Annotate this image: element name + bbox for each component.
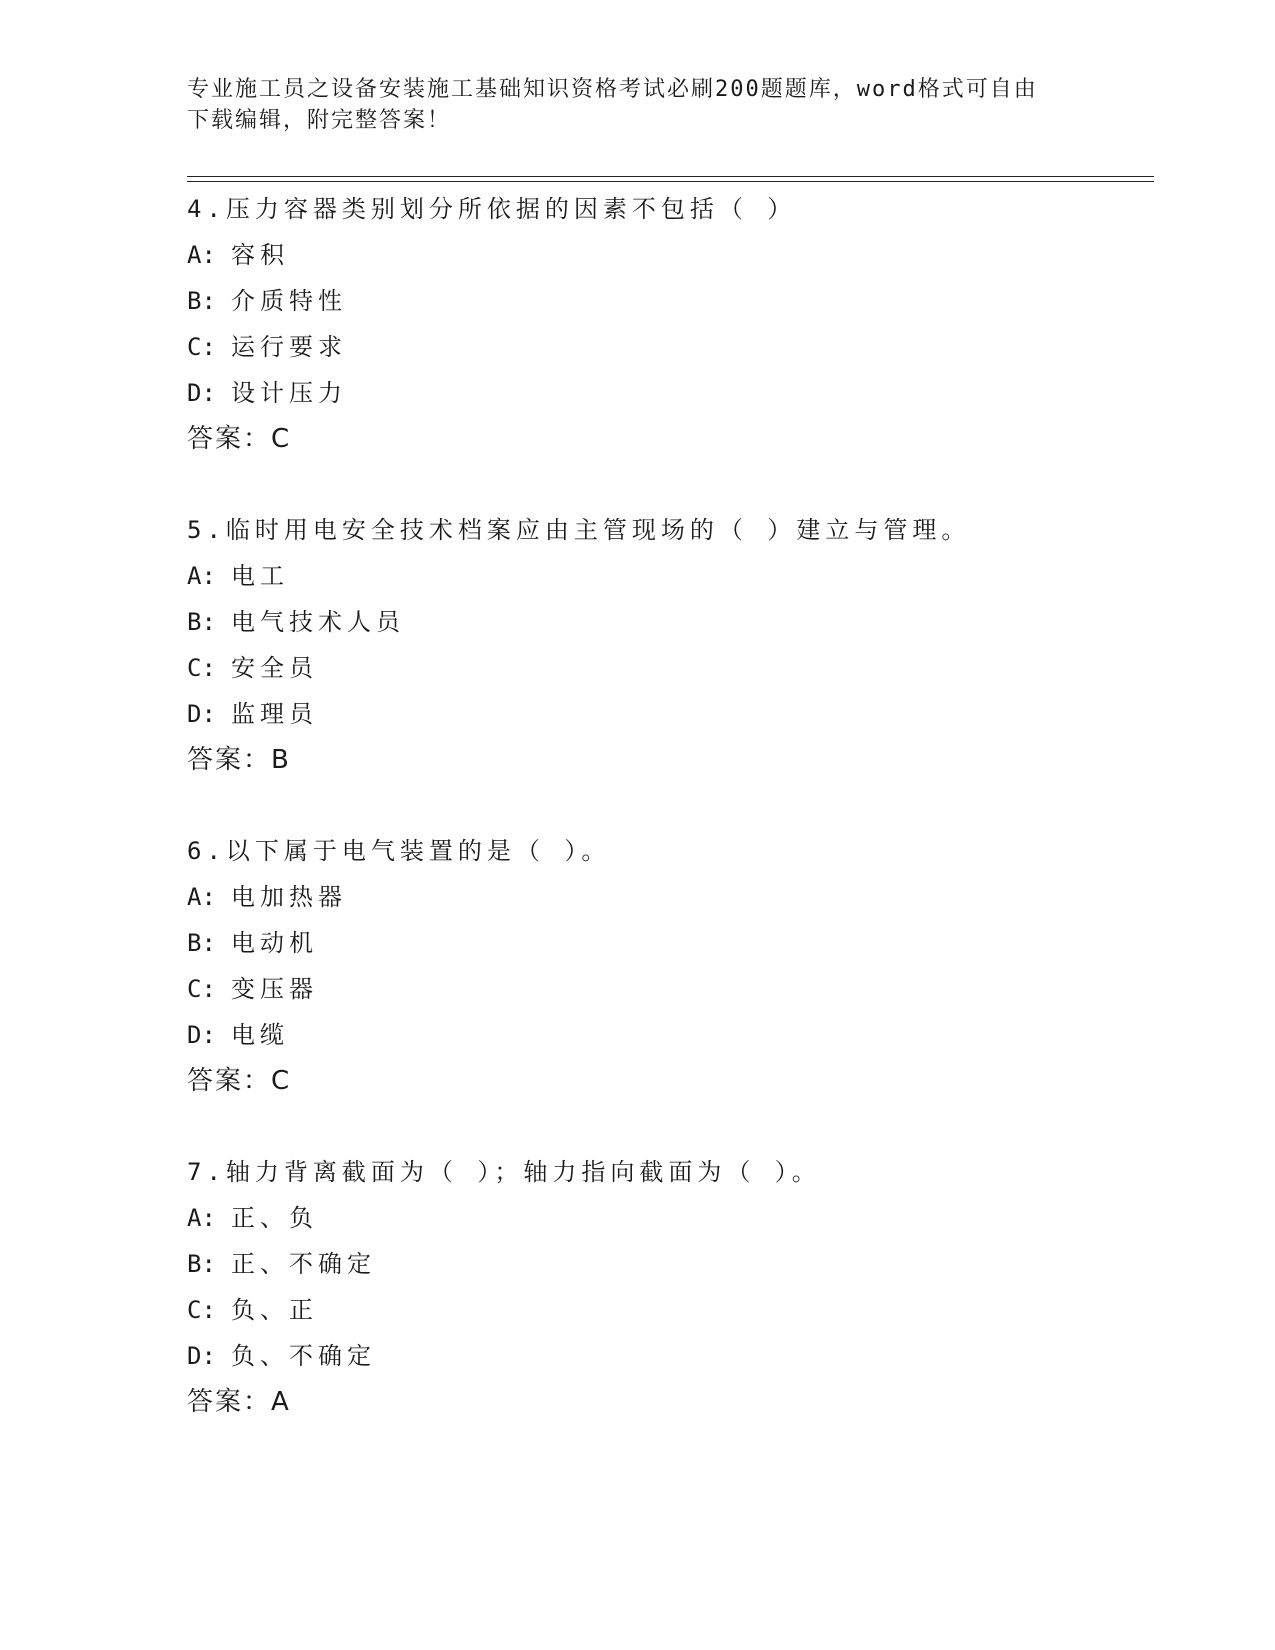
question-stem: 5.临时用电安全技术档案应由主管现场的（ ）建立与管理。: [187, 516, 971, 544]
answer-value: C: [271, 1066, 290, 1096]
option-c: [187, 966, 1154, 1012]
option-text: 设计压力: [231, 379, 347, 407]
option-c: [187, 645, 1154, 691]
option-b: [187, 599, 1154, 645]
option-letter: C:: [187, 1296, 216, 1324]
option-d: [187, 1012, 1154, 1058]
option-letter: B:: [187, 608, 216, 636]
header-divider-top: [187, 176, 1154, 177]
option-letter: B:: [187, 287, 216, 315]
option-b: [187, 1241, 1154, 1287]
option-text: 运行要求: [231, 333, 347, 361]
answer-value: C: [271, 424, 290, 454]
document-header: [187, 74, 1087, 136]
question-7: [187, 1149, 1154, 1425]
option-b: [187, 920, 1154, 966]
answer-label: 答案：: [187, 424, 272, 454]
question-stem: 6.以下属于电气装置的是（ ）。: [187, 837, 611, 865]
option-text: 介质特性: [231, 287, 347, 315]
option-letter: D:: [187, 1342, 216, 1370]
option-d: [187, 370, 1154, 416]
answer-label: 答案：: [187, 1387, 272, 1417]
header-divider-bottom: [187, 181, 1154, 182]
option-text: 负、正: [231, 1296, 318, 1324]
option-text: 监理员: [231, 700, 318, 728]
question-stem: 7.轴力背离截面为（ ）；轴力指向截面为（ ）。: [187, 1158, 821, 1186]
option-letter: B:: [187, 1250, 216, 1278]
option-d: [187, 1333, 1154, 1379]
answer-line: [187, 737, 1154, 783]
option-text: 电工: [231, 562, 289, 590]
option-letter: A:: [187, 1204, 216, 1232]
option-text: 容积: [231, 241, 289, 269]
option-letter: C:: [187, 975, 216, 1003]
answer-label: 答案：: [187, 1066, 272, 1096]
option-c: [187, 324, 1154, 370]
option-letter: A:: [187, 562, 216, 590]
option-letter: D:: [187, 700, 216, 728]
answer-label: 答案：: [187, 745, 272, 775]
option-letter: C:: [187, 654, 216, 682]
option-text: 电缆: [231, 1021, 289, 1049]
header-line-1: 专业施工员之设备安装施工基础知识资格考试必刷200题题库，word格式可自由: [187, 77, 1038, 102]
answer-line: [187, 416, 1154, 462]
question-4: [187, 186, 1154, 462]
option-b: [187, 278, 1154, 324]
option-text: 电加热器: [231, 883, 347, 911]
answer-line: [187, 1379, 1154, 1425]
option-text: 安全员: [231, 654, 318, 682]
option-text: 正、负: [231, 1204, 318, 1232]
option-text: 正、不确定: [231, 1250, 376, 1278]
answer-line: [187, 1058, 1154, 1104]
option-a: [187, 874, 1154, 920]
question-stem: 4.压力容器类别划分所依据的因素不包括（ ）: [187, 195, 797, 223]
answer-value: A: [271, 1387, 289, 1417]
question-5: [187, 507, 1154, 783]
option-letter: D:: [187, 379, 216, 407]
question-list: [187, 186, 1154, 1470]
option-letter: A:: [187, 883, 216, 911]
option-a: [187, 553, 1154, 599]
answer-value: B: [271, 745, 289, 775]
header-line-2: 下载编辑，附完整答案！: [187, 108, 452, 133]
option-a: [187, 232, 1154, 278]
option-a: [187, 1195, 1154, 1241]
option-letter: A:: [187, 241, 216, 269]
option-letter: B:: [187, 929, 216, 957]
option-text: 电动机: [231, 929, 318, 957]
option-d: [187, 691, 1154, 737]
option-text: 负、不确定: [231, 1342, 376, 1370]
option-letter: D:: [187, 1021, 216, 1049]
option-text: 电气技术人员: [231, 608, 405, 636]
question-6: [187, 828, 1154, 1104]
option-c: [187, 1287, 1154, 1333]
option-letter: C:: [187, 333, 216, 361]
option-text: 变压器: [231, 975, 318, 1003]
